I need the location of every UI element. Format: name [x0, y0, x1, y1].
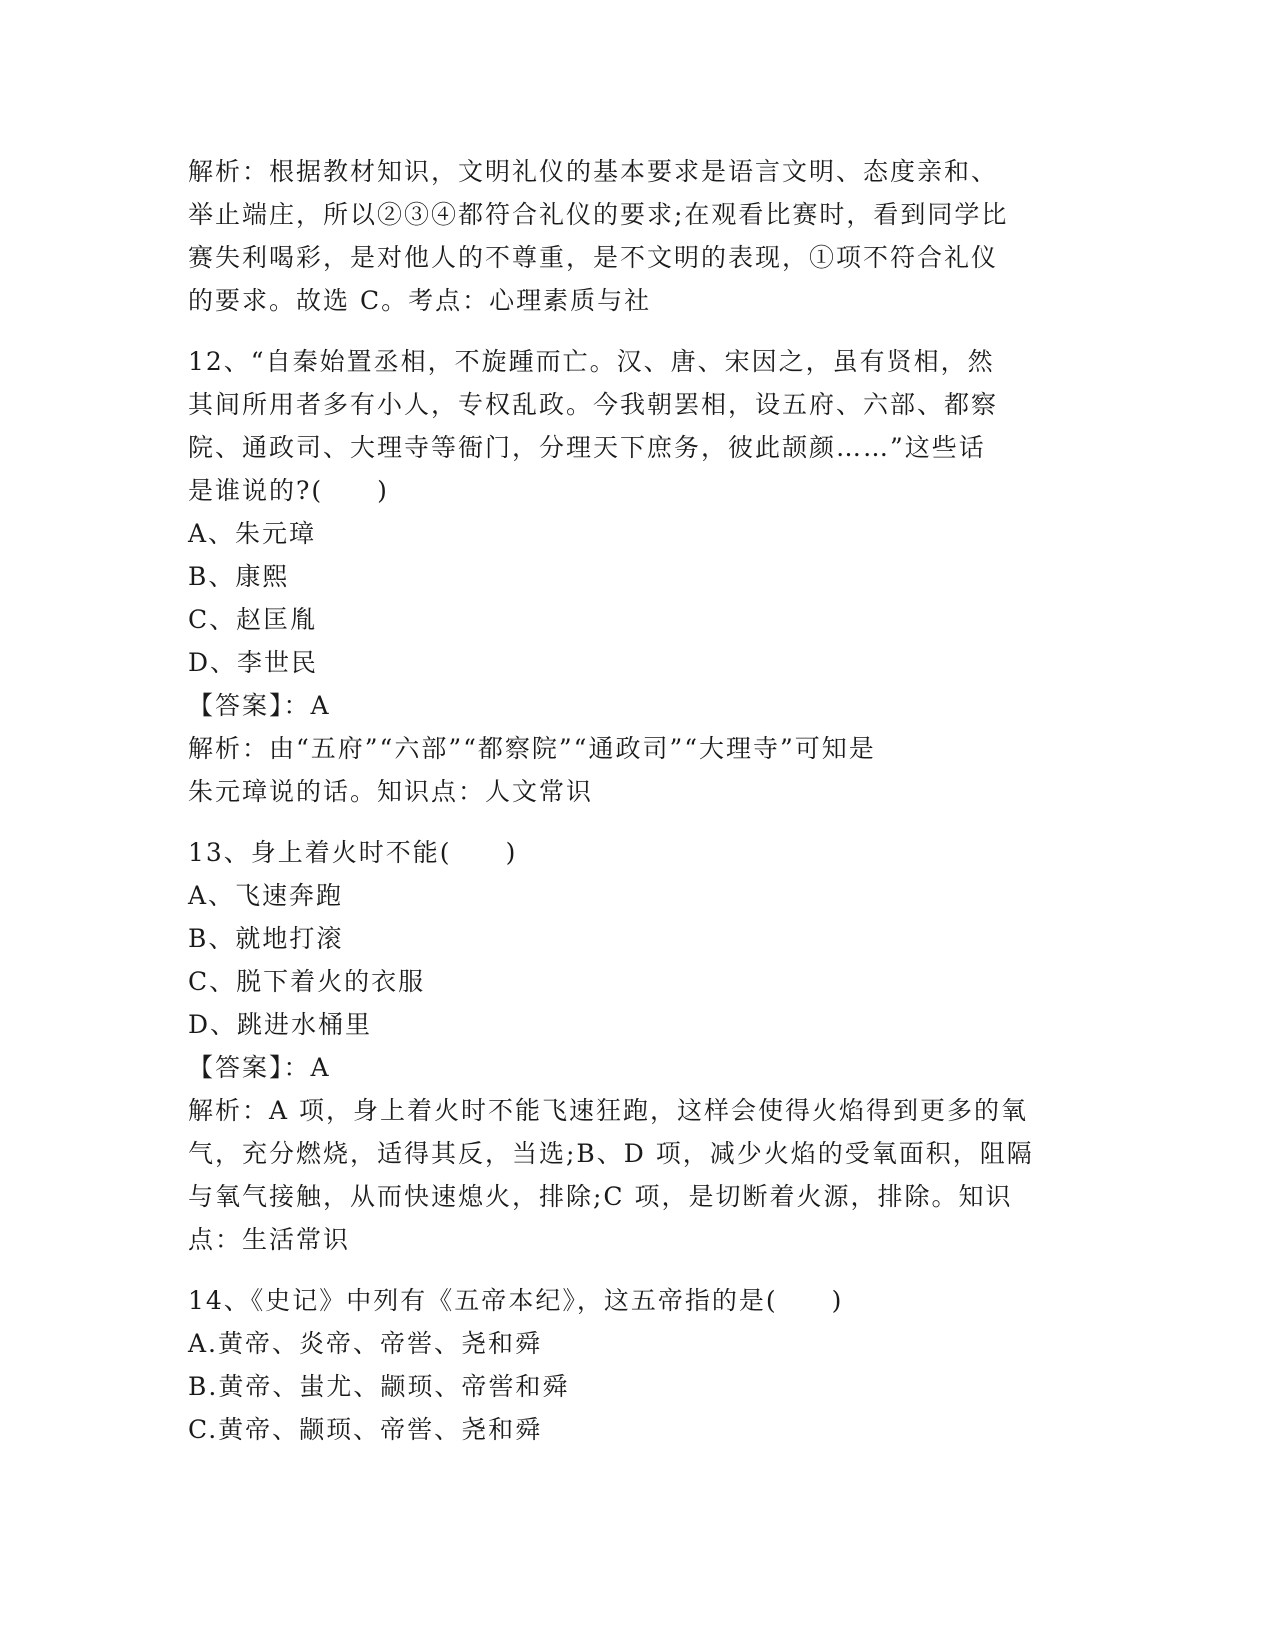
question-13: [188, 831, 1088, 1261]
option-b: B、就地打滚: [188, 924, 344, 953]
text-line: 解析：根据教材知识，文明礼仪的基本要求是语言文明、态度亲和、: [188, 157, 999, 186]
option-c: C.黄帝、颛顼、帝喾、尧和舜: [188, 1415, 543, 1444]
explanation: 朱元璋说的话。知识点：人文常识: [188, 777, 594, 806]
question-text: 其间所用者多有小人，专权乱政。今我朝罢相，设五府、六部、都察: [188, 390, 999, 419]
answer: 【答案】：A: [188, 691, 331, 720]
section-gap: [188, 322, 1088, 340]
answer: 【答案】：A: [188, 1053, 331, 1082]
question-14: [188, 1279, 1088, 1451]
option-b: B.黄帝、蚩尤、颛顼、帝喾和舜: [188, 1372, 570, 1401]
section-gap: [188, 1261, 1088, 1279]
explanation: 解析：A 项，身上着火时不能飞速狂跑，这样会使得火焰得到更多的氧: [188, 1096, 1029, 1125]
question-12: [188, 340, 1088, 813]
text-line: 举止端庄，所以②③④都符合礼仪的要求;在观看比赛时，看到同学比: [188, 200, 1009, 229]
question-text: 是谁说的?( ): [188, 476, 389, 505]
text-line: 的要求。故选 C。考点：心理素质与社: [188, 286, 652, 315]
question-text: 13、身上着火时不能( ): [188, 838, 518, 867]
option-a: A.黄帝、炎帝、帝喾、尧和舜: [188, 1329, 543, 1358]
document-content: [188, 150, 1088, 1451]
explanation: 气，充分燃烧，适得其反，当选;B、D 项，减少火焰的受氧面积，阻隔: [188, 1139, 1034, 1168]
explanation: 解析：由“五府”“六部”“都察院”“通政司”“大理寺”可知是: [188, 734, 876, 763]
option-c: C、赵匡胤: [188, 605, 318, 634]
explanation: 与氧气接触，从而快速熄火，排除;C 项，是切断着火源，排除。知识: [188, 1182, 1013, 1211]
explanation: 点：生活常识: [188, 1225, 351, 1254]
option-d: D、跳进水桶里: [188, 1010, 373, 1039]
question-text: 14、《史记》中列有《五帝本纪》，这五帝指的是( ): [188, 1286, 844, 1315]
option-a: A、飞速奔跑: [188, 881, 344, 910]
section-gap: [188, 813, 1088, 831]
question-text: 院、通政司、大理寺等衙门，分理天下庶务，彼此颉颜……”这些话: [188, 433, 986, 462]
option-b: B、康熙: [188, 562, 290, 591]
section-explanation-11: [188, 150, 1088, 322]
option-d: D、李世民: [188, 648, 319, 677]
option-c: C、脱下着火的衣服: [188, 967, 426, 996]
option-a: A、朱元璋: [188, 519, 317, 548]
text-line: 赛失利喝彩，是对他人的不尊重，是不文明的表现，①项不符合礼仪: [188, 243, 999, 272]
question-text: 12、“自秦始置丞相，不旋踵而亡。汉、唐、宋因之，虽有贤相，然: [188, 347, 995, 376]
